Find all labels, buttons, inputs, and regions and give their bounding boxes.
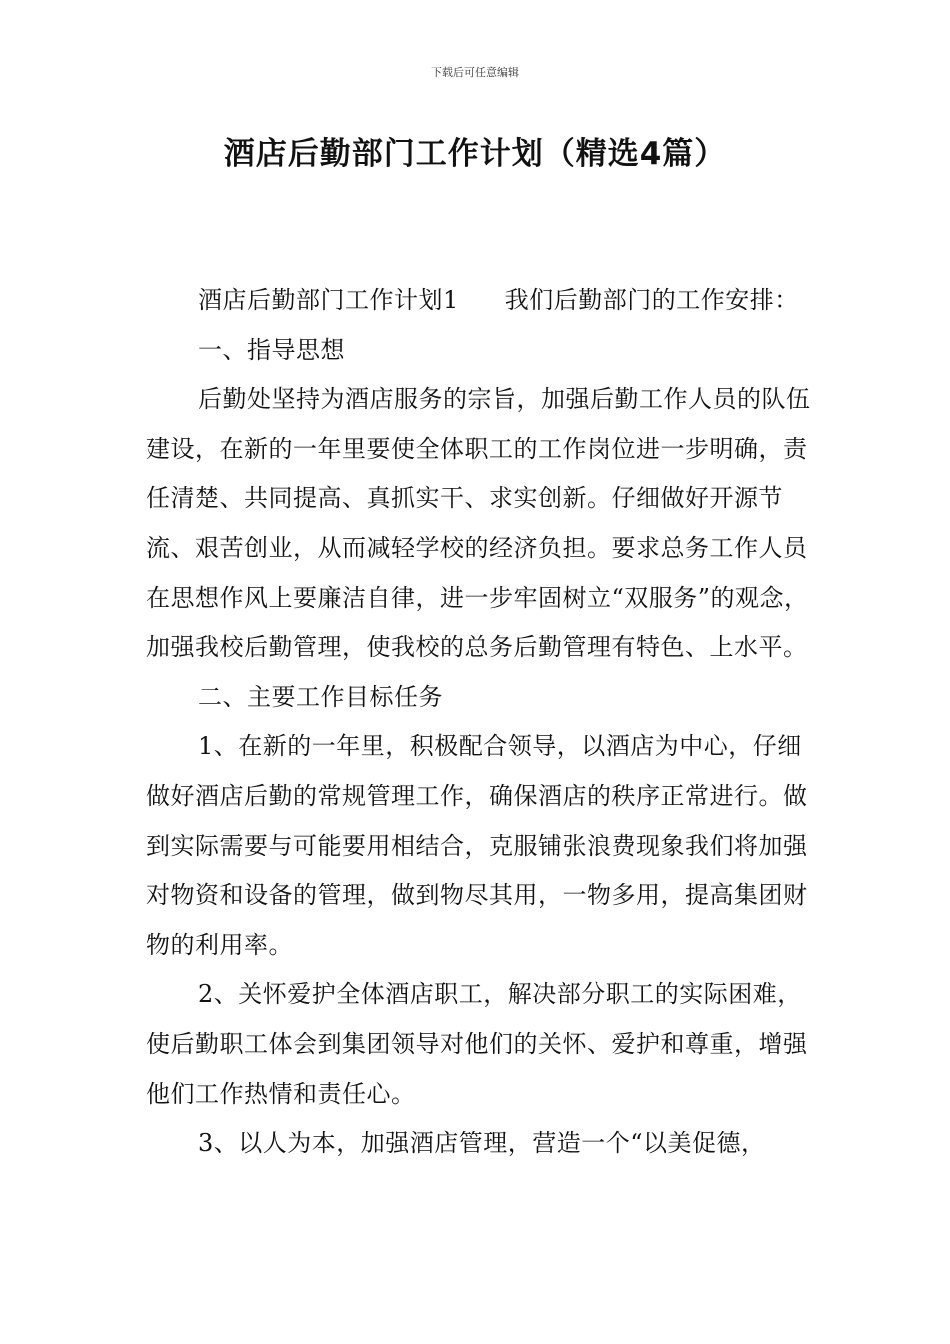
- paragraph-goal-3: 3、以人为本，加强酒店管理，营造一个“以美促德，: [198, 1129, 766, 1158]
- paragraph-goal-1: 1、在新的一年里，积极配合领导，以酒店为中心，仔细做好酒店后勤的常规管理工作，确保酒店的秩序正常进行。做到实际需要与可能要用相结合，克服铺张浪费现象我们将加强对物资和设备的管理，做到物尽其用，一物多用，提高集团财物的利用率。: [146, 732, 808, 959]
- paragraph-goal-2: 2、关怀爱护全体酒店职工，解决部分职工的实际困难，使后勤职工体会到集团领导对他们的关怀、爱护和尊重，增强他们工作热情和责任心。: [146, 980, 808, 1108]
- section-heading-line: [146, 276, 816, 326]
- paragraph-guiding-heading: 一、指导思想: [198, 335, 345, 364]
- document-title: 酒店后勤部门工作计划（精选4篇）: [223, 136, 727, 172]
- section-heading: 酒店后勤部门工作计划1: [198, 286, 459, 314]
- page-header-note: 下载后可任意编辑: [431, 66, 519, 79]
- paragraph-goals-heading: 二、主要工作目标任务: [198, 682, 443, 711]
- paragraph-guiding-body: 后勤处坚持为酒店服务的宗旨，加强后勤工作人员的队伍建设，在新的一年里要使全体职工的工作岗位进一步明确，责任清楚、共同提高、真抓实干、求实创新。仔细做好开源节流、艰苦创业，从而减轻学校的经济负担。要求总务工作人员在思想作风上要廉洁自律，进一步牢固树立“双服务”的观念，加强我校后勤管理，使我校的总务后勤管理有特色、上水平。: [146, 385, 811, 662]
- document-body: [146, 276, 816, 1169]
- section-intro: 我们后勤部门的工作安排：: [504, 286, 799, 314]
